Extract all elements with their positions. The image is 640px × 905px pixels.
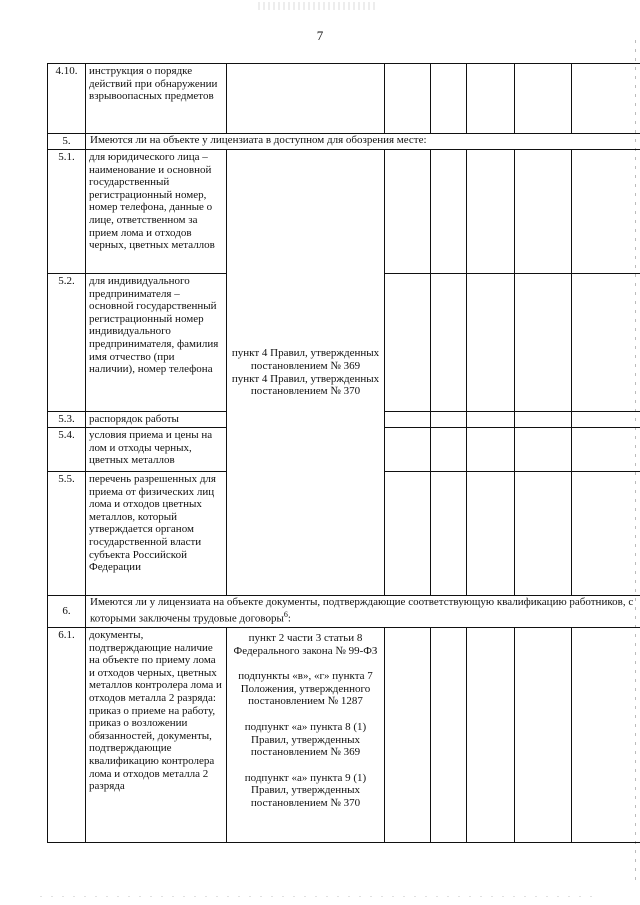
reference-text: пункт 2 части 3 статьи 8 Федерального закона № 99-ФЗ	[233, 632, 378, 657]
note-cell	[572, 472, 640, 596]
section-heading: Имеются ли на объекте у лицензиата в доступном для обозрения месте:	[86, 134, 640, 150]
answer-yes-cell	[385, 628, 431, 843]
row-number: 6.	[48, 596, 86, 628]
note-cell	[572, 412, 640, 428]
answer-no-cell	[431, 628, 467, 843]
answer-yes-cell	[385, 150, 431, 274]
answer-na-cell	[467, 64, 515, 134]
answer-extra-cell	[515, 412, 572, 428]
row-number: 4.10.	[48, 64, 86, 134]
requirement-text: документы, подтверждающие наличие на объекте по приему лома и отходов черных, цветных металлов контролера лома и отходов металла 2 разряда: приказ о приеме на работу, приказ о возложении обязанностей, документы, подтверждающие квалификацию контролера лома и отходов металла 2 разряда	[86, 628, 227, 843]
answer-no-cell	[431, 472, 467, 596]
row-number: 5.5.	[48, 472, 86, 596]
table-row	[48, 628, 640, 843]
answer-no-cell	[431, 274, 467, 412]
answer-na-cell	[467, 628, 515, 843]
answer-na-cell	[467, 472, 515, 596]
note-cell	[572, 428, 640, 472]
answer-yes-cell	[385, 274, 431, 412]
reference-text: подпункт «а» пункта 8 (1) Правил, утвержденных постановлением № 369	[244, 720, 367, 759]
reference-text: пункт 4 Правил, утвержденных постановлением № 369	[231, 347, 380, 372]
section-heading: Имеются ли у лицензиата на объекте документы, подтверждающие соответствующую квалификацию работников, с которыми заключены трудовые договоры$^6$:	[86, 596, 640, 628]
answer-extra-cell	[515, 428, 572, 472]
reference-text: пункт 4 Правил, утвержденных постановлением № 370	[231, 372, 380, 398]
answer-no-cell	[431, 150, 467, 274]
page-number: 7	[316, 28, 324, 43]
scan-artifact-bottom	[40, 896, 600, 897]
answer-na-cell	[467, 428, 515, 472]
requirement-text: для юридического лица – наименование и основной государственный регистрационный номер, номер телефона, данные о лице, ответственном за прием лома и отходов черных, цветных металлов	[86, 150, 227, 274]
answer-na-cell	[467, 150, 515, 274]
note-cell	[572, 150, 640, 274]
answer-yes-cell	[385, 412, 431, 428]
reference-text: подпункты «в», «г» пункта 7 Положения, утвержденного постановлением № 1287	[238, 670, 373, 708]
answer-extra-cell	[515, 628, 572, 843]
note-cell	[572, 628, 640, 843]
row-number: 5.4.	[48, 428, 86, 472]
row-number: 5.	[48, 134, 86, 150]
reference-cell	[227, 628, 385, 843]
requirement-text: перечень разрешенных для приема от физических лиц лома и отходов цветных металлов, который утверждается органом государственной власти субъекта Российской Федерации	[86, 472, 227, 596]
answer-extra-cell	[515, 274, 572, 412]
answer-yes-cell	[385, 64, 431, 134]
answer-na-cell	[467, 412, 515, 428]
table-row	[48, 150, 640, 274]
answer-no-cell	[431, 64, 467, 134]
answer-yes-cell	[385, 428, 431, 472]
answer-yes-cell	[385, 472, 431, 596]
requirement-text: условия приема и цены на лом и отходы черных, цветных металлов	[86, 428, 227, 472]
answer-no-cell	[431, 428, 467, 472]
answer-no-cell	[431, 412, 467, 428]
answer-extra-cell	[515, 472, 572, 596]
section-row	[48, 596, 640, 628]
row-number: 5.2.	[48, 274, 86, 412]
footnote-marker: 6	[283, 609, 288, 619]
row-number: 5.1.	[48, 150, 86, 274]
row-number: 5.3.	[48, 412, 86, 428]
answer-na-cell	[467, 274, 515, 412]
reference-text: подпункт «а» пункта 9 (1) Правил, утвержденных постановлением № 370	[244, 771, 367, 809]
requirement-text: распорядок работы	[86, 412, 227, 428]
answer-extra-cell	[515, 64, 572, 134]
checklist-table	[47, 63, 640, 843]
requirement-text: для индивидуального предпринимателя – основной государственный регистрационный номер индивидуального предпринимателя, фамилия имя отчество (при наличии), номер телефона	[86, 274, 227, 412]
scan-artifact	[258, 2, 378, 10]
reference-cell	[227, 150, 385, 596]
requirement-text: инструкция о порядке действий при обнаружении взрывоопасных предметов	[86, 64, 227, 134]
table-row	[48, 64, 640, 134]
section-row	[48, 134, 640, 150]
reference-cell	[227, 64, 385, 134]
note-cell	[572, 64, 640, 134]
note-cell	[572, 274, 640, 412]
answer-extra-cell	[515, 150, 572, 274]
row-number: 6.1.	[48, 628, 86, 843]
